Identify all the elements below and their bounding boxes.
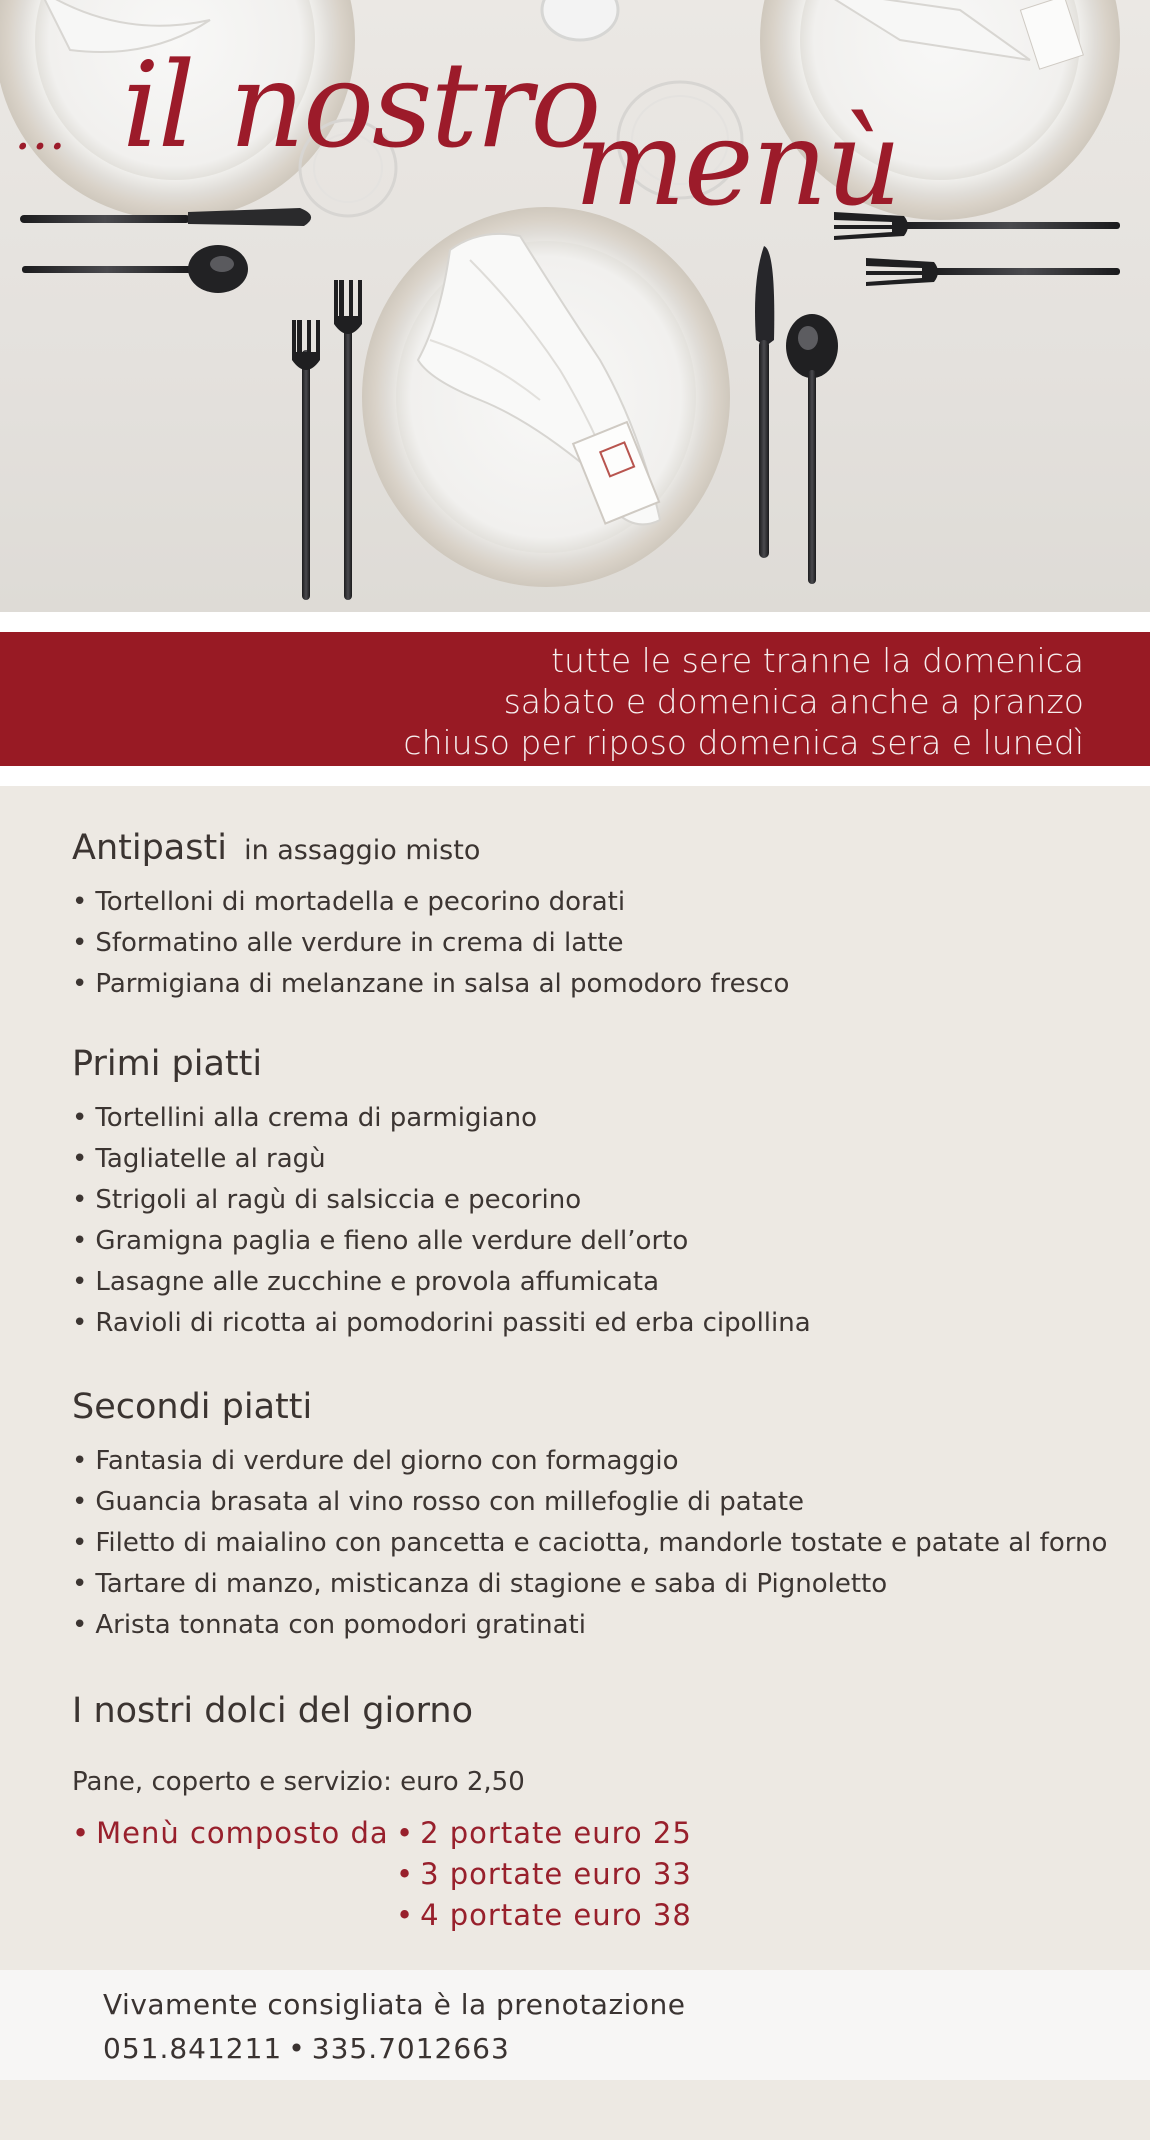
section-title: [72, 828, 789, 868]
knife-icon: [755, 246, 774, 558]
price-option: • 2 portate euro 25: [396, 1816, 692, 1850]
section-antipasti: [72, 828, 789, 1005]
phone-number[interactable]: 051.841211: [103, 2032, 283, 2065]
dish-item: • Gramigna paglia e fieno alle verdure dell’orto: [72, 1221, 811, 1262]
hours-line: tutte le sere tranne la domenica: [551, 641, 1084, 680]
section-title: I nostri dolci del giorno: [72, 1691, 474, 1731]
section-primi: [72, 1044, 811, 1344]
title-ellipsis: …: [14, 102, 70, 162]
dish-item: • Tortelloni di mortadella e pecorino dorati: [72, 882, 789, 923]
bottom-strip: [0, 2080, 1150, 2140]
dish-item: • Tartare di manzo, misticanza di stagione e saba di Pignoletto: [72, 1564, 1107, 1605]
dish-item: • Arista tonnata con pomodori gratinati: [72, 1605, 1107, 1646]
dish-list: [72, 882, 789, 1005]
dish-item: • Tortellini alla crema di parmigiano: [72, 1098, 811, 1139]
dish-item: • Filetto di maialino con pancetta e caciotta, mandorle tostate e patate al forno: [72, 1523, 1107, 1564]
menu-body: [0, 786, 1150, 1970]
phone-separator: •: [288, 2032, 306, 2065]
section-secondi: [72, 1387, 1107, 1646]
hero-image: [0, 0, 1150, 612]
dish-item: • Fantasia di verdure del giorno con formaggio: [72, 1441, 1107, 1482]
reservation-note: Vivamente consigliata è la prenotazione: [103, 1988, 686, 2021]
menu-title: [14, 8, 1014, 232]
dish-item: • Strigoli al ragù di salsiccia e pecorino: [72, 1180, 811, 1221]
opening-hours-band: [0, 632, 1150, 766]
spoon-icon: [22, 245, 248, 293]
price-option: • 3 portate euro 33: [396, 1857, 692, 1891]
fork-icon: [334, 280, 362, 600]
phone-numbers: [103, 2032, 510, 2065]
dish-list: [72, 1441, 1107, 1646]
phone-number[interactable]: 335.7012663: [311, 2032, 510, 2065]
dish-item: • Parmigiana di melanzane in salsa al pomodoro fresco: [72, 964, 789, 1005]
fork-icon: [292, 320, 320, 600]
title-part-2: menù: [574, 94, 900, 232]
cover-charge: Pane, coperto e servizio: euro 2,50: [72, 1767, 525, 1797]
price-lead: • Menù composto da: [72, 1816, 389, 1850]
hours-line: sabato e domenica anche a pranzo: [503, 682, 1084, 721]
dish-item: • Sformatino alle verdure in crema di latte: [72, 923, 789, 964]
hours-line: chiuso per riposo domenica sera e lunedì: [403, 723, 1084, 762]
title-part-1: il nostro: [122, 36, 600, 174]
fork-icon: [866, 258, 1120, 286]
section-title-text: Antipasti: [72, 828, 227, 868]
divider: [0, 766, 1150, 786]
dish-item: • Guancia brasata al vino rosso con millefoglie di patate: [72, 1482, 1107, 1523]
price-option: • 4 portate euro 38: [396, 1898, 692, 1932]
section-title: Secondi piatti: [72, 1387, 313, 1427]
section-title: Primi piatti: [72, 1044, 263, 1084]
section-dolci: [72, 1691, 473, 1731]
spoon-icon: [786, 314, 838, 584]
section-subtitle: in assaggio misto: [244, 835, 481, 866]
divider: [0, 612, 1150, 632]
dish-item: • Tagliatelle al ragù: [72, 1139, 811, 1180]
dish-item: • Lasagne alle zucchine e provola affumicata: [72, 1262, 811, 1303]
reservation-footer: [0, 1970, 1150, 2080]
dish-list: [72, 1098, 811, 1344]
dish-item: • Ravioli di ricotta ai pomodorini passiti ed erba cipollina: [72, 1303, 811, 1344]
